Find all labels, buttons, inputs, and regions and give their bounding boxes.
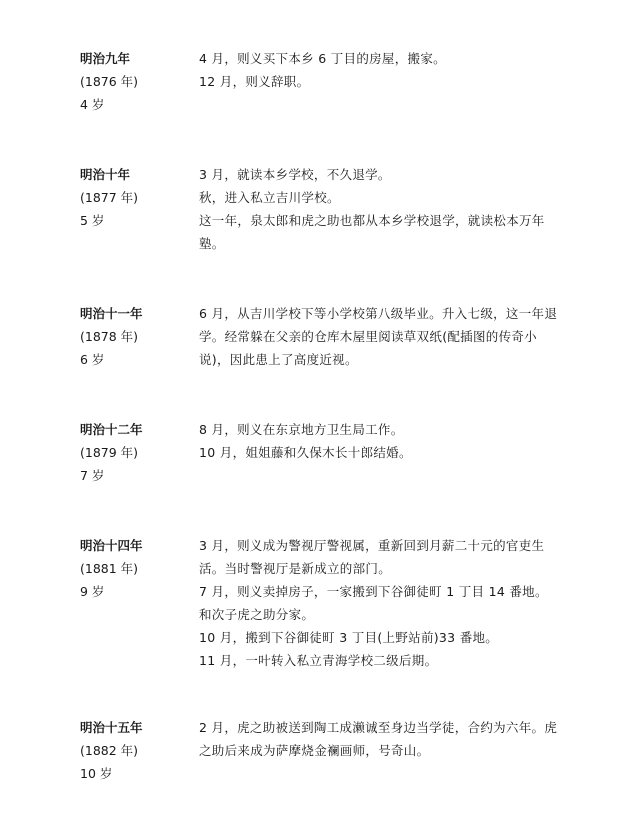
era-name: 明治十年 xyxy=(80,167,131,182)
event-text: 10 月，姐姐藤和久保木长十郎结婚。 xyxy=(199,445,412,460)
events-column xyxy=(199,716,559,762)
western-year: (1881 年) xyxy=(80,561,139,576)
event-text: 11 月，一叶转入私立青海学校二级后期。 xyxy=(199,653,438,668)
event-text: 4 月，则义买下本乡 6 丁目的房屋，搬家。 xyxy=(199,51,446,66)
events-column xyxy=(199,302,559,371)
event-text: 8 月，则义在东京地方卫生局工作。 xyxy=(199,422,404,437)
events-column xyxy=(199,47,559,93)
event-text: 12 月，则义辞职。 xyxy=(199,74,310,89)
year-column xyxy=(80,47,195,116)
era-name: 明治十五年 xyxy=(80,720,143,735)
era-name: 明治十四年 xyxy=(80,538,143,553)
event-text: 6 月，从吉川学校下等小学校第八级毕业。升入七级，这一年退学。经常躲在父亲的仓库木屋里阅读草双纸(配插图的传奇小说)，因此患上了高度近视。 xyxy=(199,306,558,367)
era-name: 明治九年 xyxy=(80,51,131,66)
western-year: (1876 年) xyxy=(80,74,139,89)
age: 9 岁 xyxy=(80,584,105,599)
western-year: (1877 年) xyxy=(80,190,139,205)
event-text: 这一年，泉太郎和虎之助也都从本乡学校退学，就读松本万年塾。 xyxy=(199,213,545,251)
events-column xyxy=(199,418,559,464)
age: 5 岁 xyxy=(80,213,105,228)
western-year: (1878 年) xyxy=(80,329,139,344)
year-column xyxy=(80,418,195,487)
event-text: 7 月，则义卖掉房子，一家搬到下谷御徒町 1 丁目 14 番地。和次子虎之助分家。 xyxy=(199,584,548,622)
age: 6 岁 xyxy=(80,352,105,367)
era-name: 明治十二年 xyxy=(80,422,143,437)
events-column xyxy=(199,163,559,255)
western-year: (1879 年) xyxy=(80,445,139,460)
era-name: 明治十一年 xyxy=(80,306,143,321)
event-text: 10 月，搬到下谷御徒町 3 丁目(上野站前)33 番地。 xyxy=(199,630,499,645)
year-column xyxy=(80,716,195,785)
western-year: (1882 年) xyxy=(80,743,139,758)
event-text: 2 月，虎之助被送到陶工成濑诚至身边当学徒，合约为六年。虎之助后来成为萨摩烧金襕画师，号奇山。 xyxy=(199,720,558,758)
age: 10 岁 xyxy=(80,766,113,781)
year-column xyxy=(80,302,195,371)
event-text: 3 月，则义成为警视厅警视属，重新回到月薪二十元的官吏生活。当时警视厅是新成立的部门。 xyxy=(199,538,545,576)
event-text: 秋，进入私立吉川学校。 xyxy=(199,190,340,205)
age: 7 岁 xyxy=(80,468,105,483)
year-column xyxy=(80,534,195,603)
year-column xyxy=(80,163,195,232)
event-text: 3 月，就读本乡学校，不久退学。 xyxy=(199,167,391,182)
age: 4 岁 xyxy=(80,97,105,112)
events-column xyxy=(199,534,559,672)
